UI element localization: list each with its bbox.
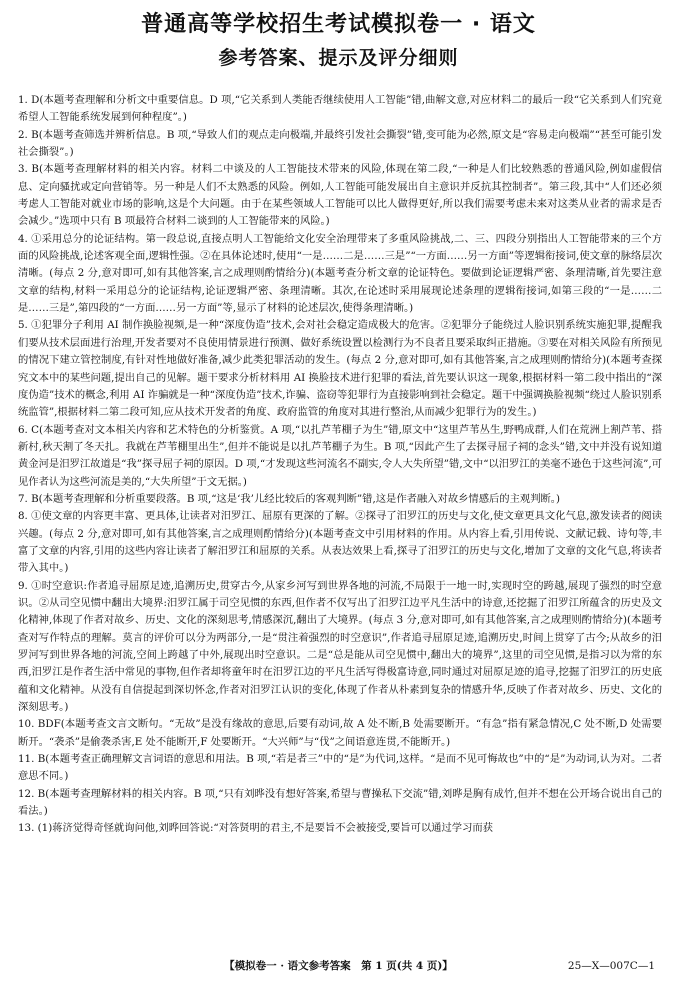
answer-item-6: 6. C(本题考查对文本相关内容和艺术特色的分析鉴赏。A 项,“以扎芦苇棚子为生”错,原文中“这里芦苇丛生,野鸭成群,人们在荒洲上割芦苇、搭新村,秋天割了冬天扎。我就在芦苇棚里出生”,但并不能说是以扎芦苇棚子为生。B 项,“因此产生了去探寻屈子祠的念头”错,文中并没有说知道黄金河是汨罗江故道是“我”探寻屈子祠的原因。D 项,“才发现这些河流名不副实,令人大失所望”错,文中“以汨罗江的美毫不逊色于这些河流”,可见作者认为这些河流是美的,“大失所望”于文无据。) — [18, 423, 662, 488]
answer-item-2: 2. B(本题考查筛选并辨析信息。B 项,“导致人们的观点走向极端,并最终引发社会撕裂”错,变可能为必然,原文是“容易走向极端”“甚至可能引发社会撕裂”。) — [18, 128, 662, 159]
page-subtitle: 参考答案、提示及评分细则 — [218, 47, 459, 69]
page-footer — [0, 957, 677, 975]
answer-item-4: 4. ①采用总分的论证结构。第一段总说,直接点明人工智能给文化安全治理带来了多重风险挑战,二、三、四段分别指出人工智能带来的三个方面的风险挑战,论述客观全面,逻辑性强。②在具体论述时,使用“一是……二是……三是”“一方面……另一方面”等逻辑衔接词,使文章的脉络层次清晰。(每点 2 分,意对即可,如有其他答案,言之成理则酌情给分)(本题考查分析文章的论证特色。要做到论证逻辑严密、条理清晰,首先要注意文章的结构,材料一采用总分的论证结构,论证逻辑严密、条理清晰。其次,在论述时采用展现论述条理的逻辑衔接词,如第三段的“一是……二是……三是”,第四段的“一方面……另一方面”等,显示了材料的论述层次,使得条理清晰。) — [18, 232, 662, 315]
answer-list — [18, 92, 662, 838]
page-title: 普通高等学校招生考试模拟卷一 · 语文 — [141, 12, 536, 37]
answer-item-12: 12. B(本题考查理解材料的相关内容。B 项,“只有刘晔没有想好答案,希望与曹操私下交流”错,刘晔是胸有成竹,但并不想在公开场合说出自己的看法。) — [18, 787, 662, 818]
answer-item-9: 9. ①时空意识:作者追寻屈原足迹,追溯历史,贯穿古今,从家乡河写到世界各地的河流,不局限于一地一时,实现时空的跨越,展现了强烈的时空意识。②从司空见惯中翻出大境界:汨罗江属于司空见惯的东西,但作者不仅写出了汨罗江边平凡生活中的诗意,还挖掘了汨罗江所蕴含的历史及文化精神,体现了作者对故乡、历史、文化的深刻思考,情感深沉,翻出了大境界。(每点 3 分,意对即可,如有其他答案,言之成理则酌情给分)(本题考查对写作特点的理解。莫言的评价可以分为两部分,一是“贯注着强烈的时空意识”,作者追寻屈原足迹,追溯历史,时间上贯穿了古今;从故乡的汨罗河写到世界各地的河流,空间上跨越了中外,展现出时空意识。二是“总是能从司空见惯中,翻出大的境界”,这里的司空见惯,是指习以为常的东西,汨罗江是作者生活中常见的事物,但作者却将童年时在汨罗江边的平凡生活写得极富诗意,同时通过对屈原足迹的追寻,挖掘了汨罗江的历史底蕴和文化精神。从没有自信提起到深切怀念,作者对汨罗江认识的变化,体现了作者从朴素到复杂的情感升华,反映了作者对故乡、历史、文化的深刻思考。) — [18, 579, 662, 714]
answer-item-7: 7. B(本题考查理解和分析重要段落。B 项,“这是‘我’儿经比较后的客观判断”错,这是作者融入对故乡情感后的主观判断。) — [18, 492, 560, 505]
answer-item-8: 8. ①使文章的内容更丰富、更具体,让读者对汨罗江、屈原有更深的了解。②探寻了汨罗江的历史与文化,使文章更具文化气息,激发读者的阅读兴趣。(每点 2 分,意对即可,如有其他答案,言之成理则酌情给分)(本题考查文中引用材料的作用。从内容上看,引用传说、文献记载、诗句等,丰富了文章的内容,引用的这些内容让读者了解汨罗江和屈原的关系。从表达效果上看,探寻了汨罗江的历史与文化,增加了文章的文化气息,将读者带入其中。) — [18, 510, 662, 575]
footer-page-info: 【模拟卷一 · 语文参考答案 第 1 页(共 4 页)】 — [224, 960, 453, 972]
answer-item-5: 5. ①犯罪分子利用 AI 制作换脸视频,是一种“深度伪造”技术,会对社会稳定造成极大的危害。②犯罪分子能绕过人脸识别系统实施犯罪,提醒我们要从技术层面进行治理,开发者要对不良使用情景进行预测、做好系统设置以检测行为不良者且要采取纠正措施。③要在对相关风险有所预见的情况下建立管控制度,有针对性地做好准备,减少此类犯罪活动的发生。(每点 2 分,意对即可,如有其他答案,言之成理则酌情给分)(本题考查探究文本中的某些问题,提出自己的见解。题干要求分析材料用 AI 换脸技术进行犯罪的看法,首先要认识这一现象,根据材料一第二段中指出的“深度伪造”技术的概念,利用 AI 诈骗就是一种“深度伪造”技术,诈骗、盗窃等犯罪行为直接影响到社会稳定。题干中强调换脸视频“绕过人脸识别系统监管”,根据材料二第二段可知,应从技术开发者的角度、政府监管的角度对其进行整治,从而减少犯罪行为的发生。) — [18, 319, 662, 419]
answer-item-13: 13. (1)蒋济觉得奇怪就询问他,刘晔回答说:“对答贤明的君主,不是要旨不会被接受,要旨可以通过学习而获 — [18, 822, 493, 835]
answer-item-3: 3. B(本题考查理解材料的相关内容。材料二中谈及的人工智能技术带来的风险,体现在第二段,“一种是人们比较熟悉的普通风险,例如虚假信息、定向骚扰或定向营销等。另一种是人们不太熟悉的风险。例如,人工智能可能发展出自主意识并反抗其控制者”。第三段,其中“人们还必须考虑人工智能对就业市场的影响,这是个大问题。由于在某些领域人工智能可以比人做得更好,所以我们需要考虑未来对这类从业者的需求是否会减少。”选项中只有 B 项最符合材料二谈到的人工智能带来的风险。) — [18, 163, 662, 228]
answer-item-11: 11. B(本题考查正确理解文言词语的意思和用法。B 项,“若是者三”中的“是”为代词,这样。“是而不见可悔故也”中的“是”为动词,认为对。二者意思不同。) — [18, 753, 662, 783]
answer-item-10: 10. BDF(本题考查文言文断句。“无故”是没有缘故的意思,后要有动词,故 A 处不断,B 处需要断开。“有急”指有紧急情况,C 处不断,D 处需要断开。“袭杀”是偷袭杀害,E 处不能断开,F 处要断开。“大兴师”与“伐”之间语意连贯,不能断开。) — [18, 718, 662, 748]
footer-doc-code: 25—X—007C—1 — [567, 960, 655, 972]
answer-item-1: 1. D(本题考查理解和分析文中重要信息。D 项,“它关系到人类能否继续使用人工智能”错,曲解文意,对应材料二的最后一段“它关系到人们究竟希望人工智能系统发展到何种程度”。) — [18, 94, 662, 124]
